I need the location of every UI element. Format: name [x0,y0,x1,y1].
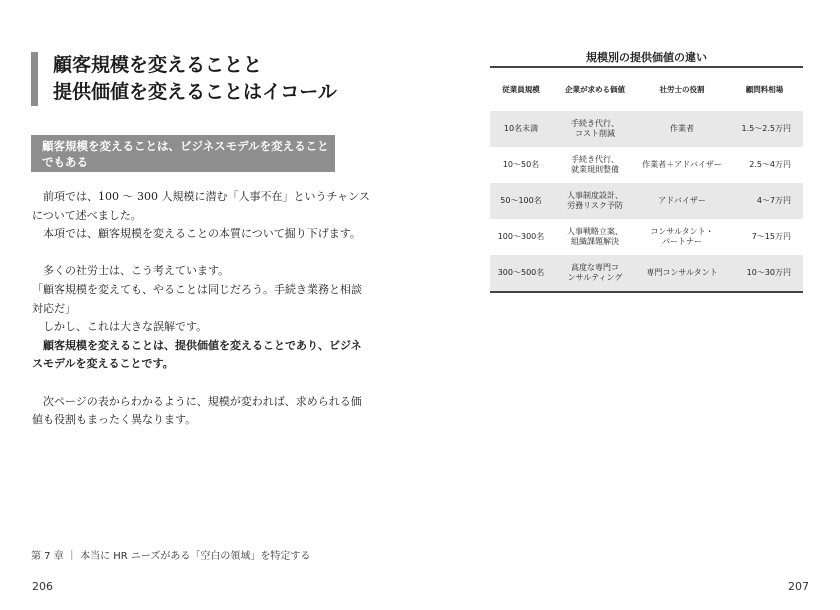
body-line: 顧客規模を変えることは、提供価値を変えることであり、ビジネ [32,338,362,352]
cell-role-line: パートナー [662,237,702,246]
cell-value-line: 労務リスク予防 [567,201,623,210]
cell-size: 100～300名 [497,232,545,241]
subheading-line-1: 顧客規模を変えることは、ビジネスモデルを変えること [42,139,329,153]
body-line: スモデルを変えることです。 [32,357,174,371]
cell-size: 10～50名 [502,160,540,169]
cell-value-line: 組織課題解決 [571,237,619,246]
heading-line-2: 提供価値を変えることはイコール [53,81,337,103]
body-line: 値も役割もまったく異なります。 [32,413,197,427]
cell-size: 10名未満 [490,111,552,147]
heading-line-1: 顧客規模を変えることと [53,54,263,76]
table-row [490,255,803,291]
cell-value [552,255,638,291]
right-page [420,0,840,610]
cell-value-line: 手続き代行、 [571,155,619,164]
cell-fee: 1.5～2.5万円 [726,111,803,147]
body-line: 本項では、顧客規模を変えることの本質について掘り下げます。 [32,227,361,241]
column-header-role: 社労士の役割 [659,85,705,94]
cell-role [638,183,726,219]
cell-fee: 4～7万円 [726,183,803,219]
body-line: 「顧客規模を変えても、やることは同じだろう。手続き業務と相談 [32,282,362,296]
table-row [490,183,803,219]
column-header-size: 従業員規模 [502,85,540,94]
cell-size: 300～500名 [490,255,552,291]
body-line: 対応だ」 [32,301,76,315]
cell-role [638,255,726,291]
page-number-right: 207 [788,580,809,593]
cell-value [552,147,638,183]
cell-role-line: コンサルタント・ [650,227,714,236]
cell-value [552,219,638,255]
cell-value-line: 人事戦略立案、 [567,227,623,236]
cell-role-line: 作業者 [670,124,694,133]
cell-value-line: ンサルティング [567,273,623,282]
cell-role [638,147,726,183]
section-heading [31,52,413,106]
table-row [490,111,803,147]
table-row [490,147,803,183]
cell-value-line: 就業規則整備 [571,165,619,174]
body-line: しかし、これは大きな誤解です。 [32,320,208,334]
cell-role [638,111,726,147]
body-line: について述べました。 [32,208,142,222]
body-line [32,244,362,263]
subheading-band [31,135,335,172]
body-line [32,374,362,393]
cell-role-line: アドバイザー [658,196,706,205]
column-header-value: 企業が求める価値 [565,85,625,94]
cell-value-line: コスト削減 [575,129,615,138]
cell-value-line: 高度な専門コ [571,263,619,272]
table-row [490,219,803,255]
cell-fee: 10～30万円 [726,255,803,291]
body-line: 次ページの表からわかるように、規模が変われば、求められる価 [32,394,362,408]
comparison-table [490,66,803,293]
table-title: 規模別の提供価値の違い [586,51,707,64]
cell-value [552,111,638,147]
cell-role-line: 専門コンサルタント [646,268,718,277]
table-header-row [490,68,803,111]
body-line: 前項では、100 ～ 300 人規模に潜む「人事不在」というチャンス [32,190,370,203]
cell-role-line: 作業者＋アドバイザー [642,160,722,169]
page-number-left: 206 [32,580,53,593]
cell-size: 50～100名 [490,183,552,219]
cell-value [552,183,638,219]
cell-value-line: 手続き代行、 [571,119,619,128]
chapter-footer: 第 7 章 ｜ 本当に HR ニーズがある「空白の領域」を特定する [31,551,311,562]
body-line: 多くの社労士は、こう考えています。 [32,264,230,278]
cell-role [638,219,726,255]
cell-fee: 2.5～4万円 [749,160,791,169]
cell-fee: 7～15万円 [751,232,791,241]
column-header-fee: 顧問料相場 [745,85,784,94]
cell-value-line: 人事制度設計、 [567,191,623,200]
body-text [32,188,370,430]
subheading-line-2: でもある [42,155,88,169]
